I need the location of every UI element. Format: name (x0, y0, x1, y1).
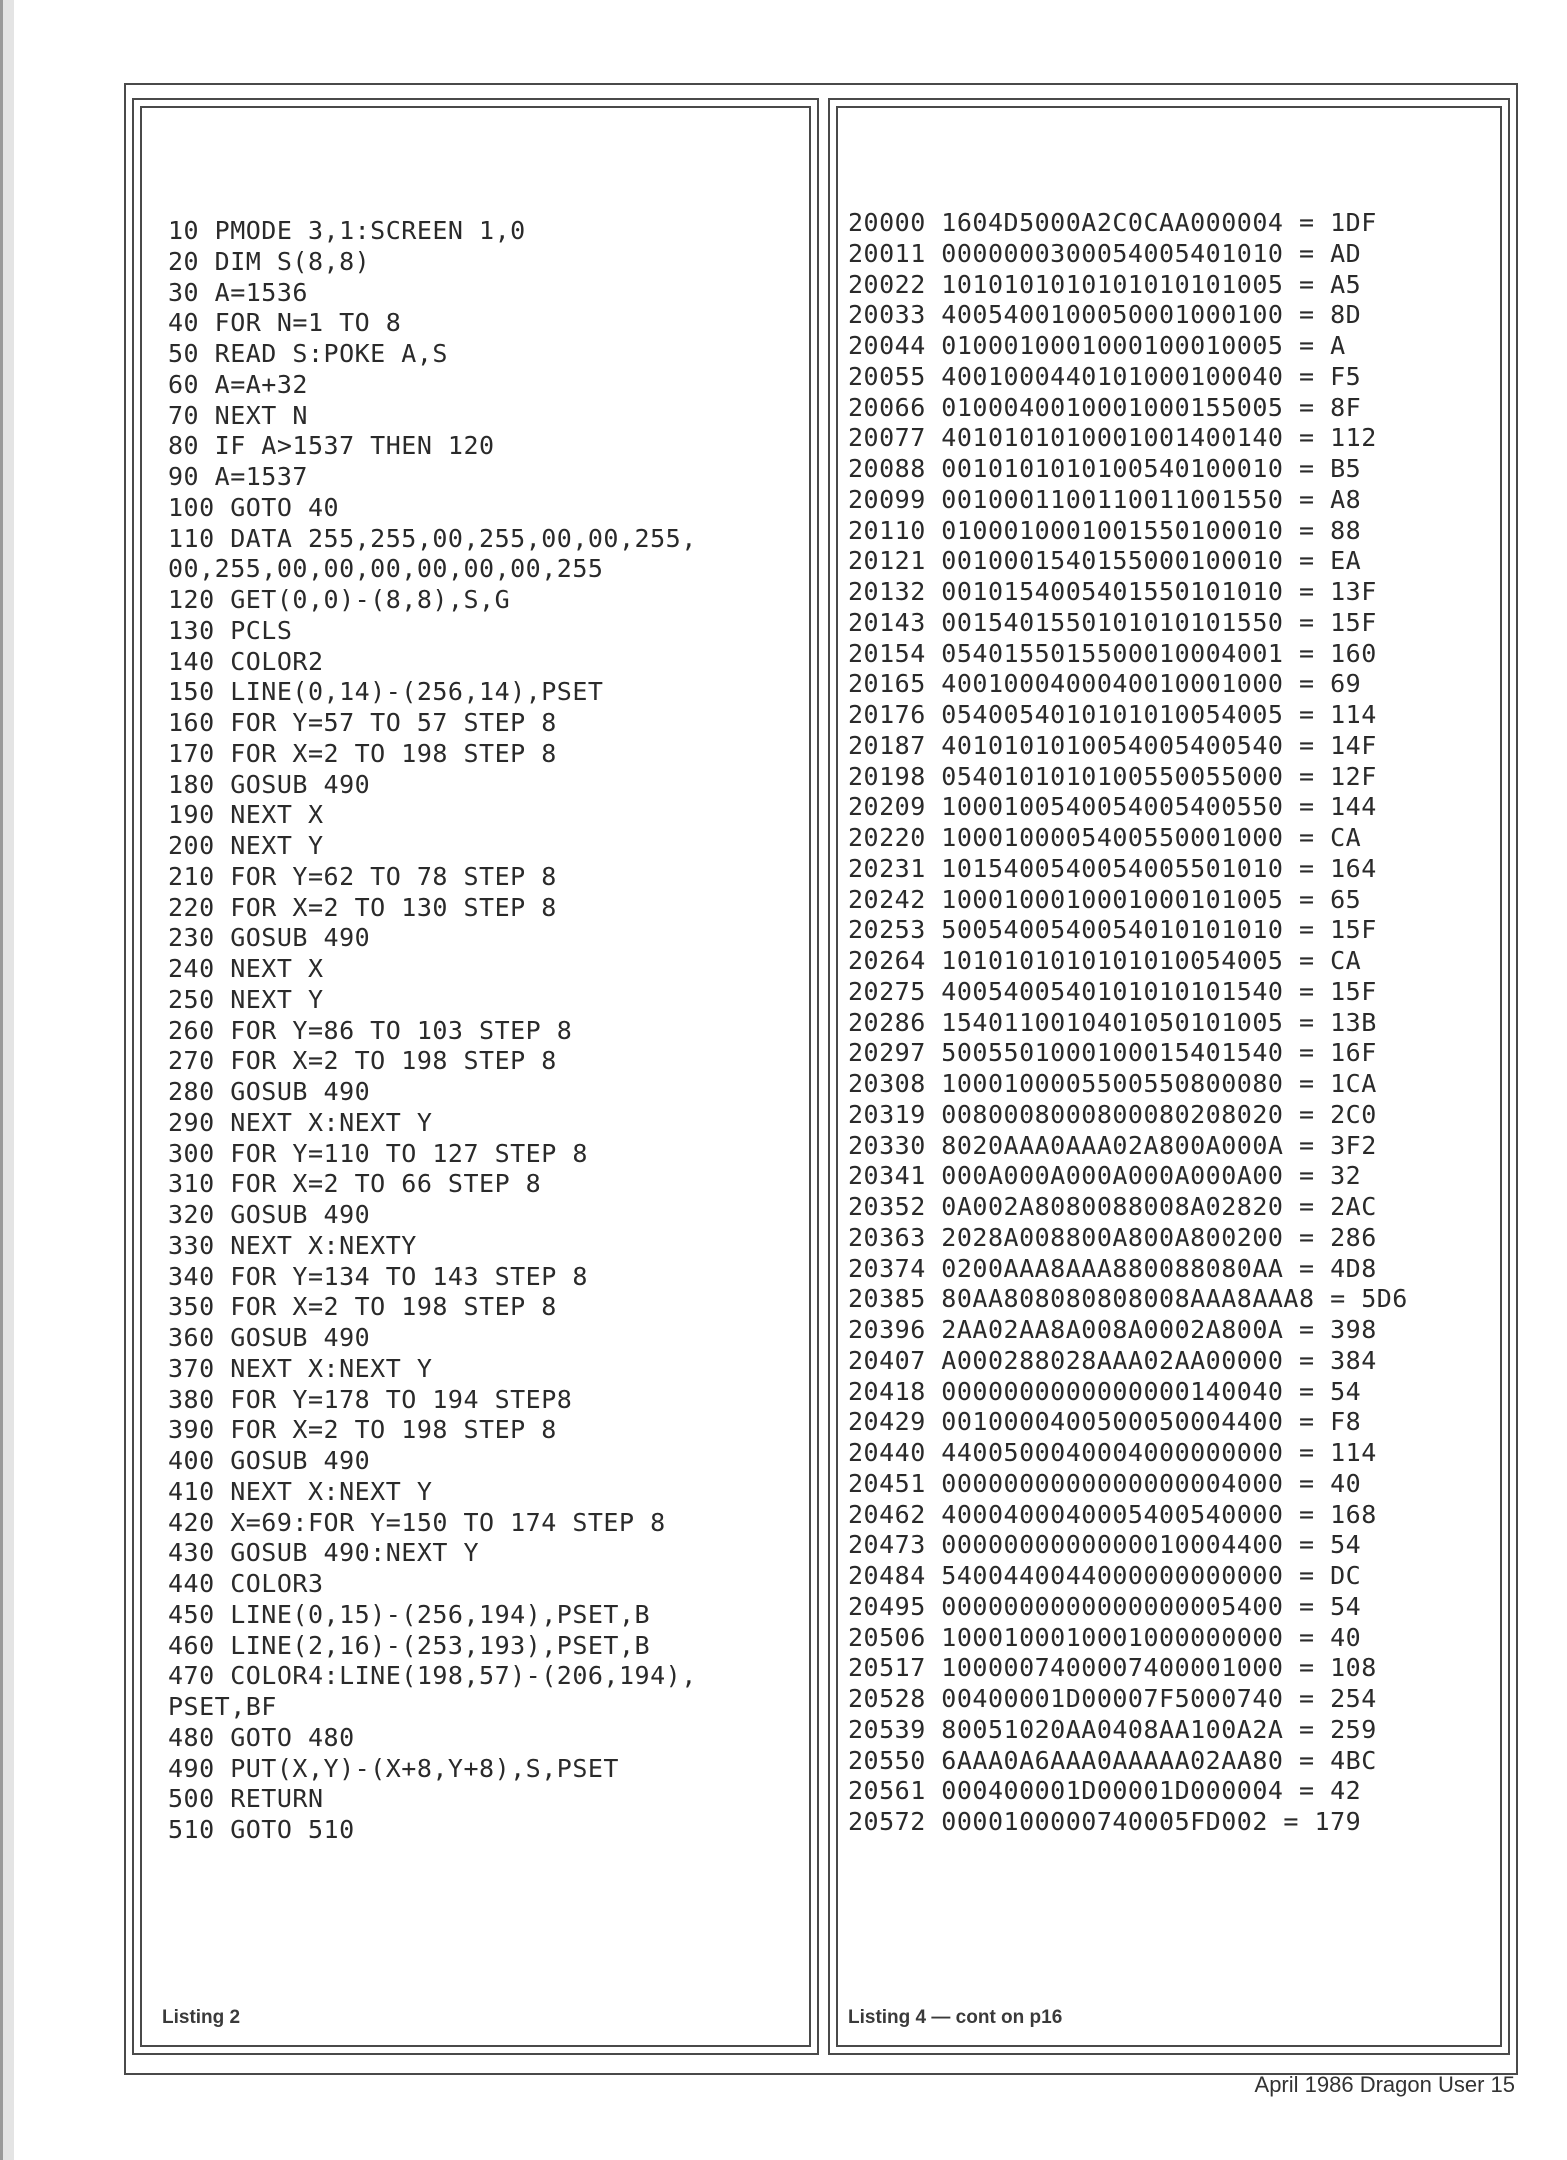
hex-line: 20451 0000000000000000004000 = 40 (848, 1468, 1362, 1498)
hex-line: 20528 00400001D00007F5000740 = 254 (848, 1684, 1377, 1713)
hex-line: 20341 000A000A000A000A000A00 = 32 (848, 1161, 1362, 1191)
hex-line: 20495 0000000000000000005400 = 54 (848, 1591, 1362, 1621)
code-line: 20 DIM S(8,8) (168, 246, 371, 276)
hex-line: 20187 4010101010054005400540 = 14F (848, 730, 1377, 760)
hex-line: 20330 8020AAA0AAA02A800A000A = 3F2 (848, 1130, 1377, 1160)
hex-line: 20242 1000100010001000101005 = 65 (848, 884, 1362, 914)
hex-line: 20022 1010101010101010101005 = A5 (848, 269, 1362, 299)
code-line: 150 LINE(0,14)-(256,14),PSET (168, 677, 604, 707)
hex-line: 20473 0000000000000010004400 = 54 (848, 1530, 1362, 1560)
listing-2-panel (132, 98, 819, 2055)
hex-line: 20286 1540110010401050101005 = 13B (848, 1007, 1377, 1037)
hex-line: 20385 80AA808080808008AAA8AAA8 = 5D6 (848, 1284, 1408, 1314)
code-line: 130 PCLS (168, 615, 293, 645)
page-footer: April 1986 Dragon User 15 (1254, 2072, 1515, 2097)
hex-line: 20297 5005501000100015401540 = 16F (848, 1038, 1377, 1068)
hex-line: 20506 1000100010001000000000 = 40 (848, 1622, 1362, 1652)
code-line: 200 NEXT Y (168, 831, 324, 860)
hex-line: 20539 80051020AA0408AA100A2A = 259 (848, 1714, 1377, 1744)
hex-line: 20055 4001000440101000100040 = F5 (848, 361, 1362, 391)
hex-line: 20429 0010000400500050004400 = F8 (848, 1407, 1362, 1437)
code-line: 230 GOSUB 490 (168, 923, 371, 953)
hex-line: 20484 5400440044000000000000 = DC (848, 1561, 1362, 1590)
code-line: 70 NEXT N (168, 400, 308, 430)
code-line: 310 FOR X=2 TO 66 STEP 8 (168, 1169, 542, 1199)
code-line: 490 PUT(X,Y)-(X+8,Y+8),S,PSET (168, 1753, 619, 1783)
code-line: 220 FOR X=2 TO 130 STEP 8 (168, 892, 557, 922)
hex-line: 20308 1000100005500550800080 = 1CA (848, 1069, 1377, 1098)
listing-2-caption: Listing 2 (162, 2007, 241, 2028)
code-line: 510 GOTO 510 (168, 1815, 355, 1844)
code-line: 180 GOSUB 490 (168, 769, 371, 799)
hex-line: 20000 1604D5000A2C0CAA000004 = 1DF (848, 208, 1377, 237)
code-line: 340 FOR Y=134 TO 143 STEP 8 (168, 1261, 588, 1291)
hex-line: 20253 5005400540054010101010 = 15F (848, 915, 1377, 945)
code-line: 440 COLOR3 (168, 1569, 324, 1598)
code-line: 370 NEXT X:NEXT Y (168, 1353, 433, 1383)
code-line: 290 NEXT X:NEXT Y (168, 1107, 433, 1137)
hex-line: 20044 0100010001000100010005 = A (848, 331, 1346, 360)
hex-line: 20407 A000288028AAA02AA00000 = 384 (848, 1345, 1377, 1375)
hex-line: 20066 0100040010001000155005 = 8F (848, 392, 1362, 422)
code-line: 380 FOR Y=178 TO 194 STEP8 (168, 1384, 573, 1414)
hex-line: 20088 0010101010100540100010 = B5 (848, 454, 1362, 483)
hex-line: 20517 1000007400007400001000 = 108 (848, 1653, 1377, 1683)
hex-line: 20363 2028A008800A800A800200 = 286 (848, 1222, 1377, 1252)
listing-4-inner-border (836, 106, 1502, 2047)
code-line: 270 FOR X=2 TO 198 STEP 8 (168, 1046, 557, 1076)
code-line: 40 FOR N=1 TO 8 (168, 308, 402, 338)
listing-4-caption: Listing 4 — cont on p16 (848, 2007, 1063, 2028)
hex-line: 20220 1000100005400550001000 = CA (848, 823, 1362, 852)
hex-line: 20561 000400001D00001D000004 = 42 (848, 1776, 1362, 1806)
hex-line: 20319 0080008000800080208020 = 2C0 (848, 1099, 1377, 1129)
code-line: 450 LINE(0,15)-(256,194),PSET,B (168, 1599, 651, 1629)
code-line: PSET,BF (168, 1692, 277, 1721)
code-line: 480 GOTO 480 (168, 1722, 355, 1752)
hex-line: 20418 0000000000000000140040 = 54 (848, 1376, 1362, 1406)
code-line: 90 A=1537 (168, 462, 308, 491)
hex-line: 20462 4000400040005400540000 = 168 (848, 1499, 1377, 1529)
hex-line: 20176 0540054010101010054005 = 114 (848, 700, 1377, 729)
code-line: 120 GET(0,0)-(8,8),S,G (168, 585, 511, 614)
hex-line: 20231 1015400540054005501010 = 164 (848, 853, 1377, 883)
code-line: 330 NEXT X:NEXTY (168, 1230, 417, 1260)
code-line: 10 PMODE 3,1:SCREEN 1,0 (168, 216, 526, 245)
listing-2-code (168, 216, 697, 1846)
hex-line: 20396 2AA02AA8A008A0002A800A = 398 (848, 1315, 1377, 1344)
code-line: 260 FOR Y=86 TO 103 STEP 8 (168, 1015, 573, 1045)
code-line: 190 NEXT X (168, 800, 324, 830)
hex-line: 20132 0010154005401550101010 = 13F (848, 577, 1377, 606)
code-line: 320 GOSUB 490 (168, 1200, 371, 1229)
listing-2-inner-border (140, 106, 811, 2047)
hex-line: 20352 0A002A8080088008A02820 = 2AC (848, 1192, 1377, 1221)
hex-line: 20209 1000100540054005400550 = 144 (848, 792, 1377, 822)
hex-line: 20275 4005400540101010101540 = 15F (848, 976, 1377, 1006)
hex-line: 20264 1010101010101010054005 = CA (848, 946, 1362, 975)
code-line: 470 COLOR4:LINE(198,57)-(206,194), (168, 1661, 697, 1691)
hex-line: 20121 0010001540155000100010 = EA (848, 546, 1362, 576)
code-line: 410 NEXT X:NEXT Y (168, 1476, 433, 1506)
code-line: 430 GOSUB 490:NEXT Y (168, 1538, 480, 1568)
hex-line: 20143 0015401550101010101550 = 15F (848, 607, 1377, 637)
code-line: 300 FOR Y=110 TO 127 STEP 8 (168, 1138, 588, 1168)
hex-line: 20033 4005400100050001000100 = 8D (848, 300, 1362, 330)
code-line: 420 X=69:FOR Y=150 TO 174 STEP 8 (168, 1507, 666, 1537)
code-line: 50 READ S:POKE A,S (168, 339, 448, 368)
code-line: 80 IF A>1537 THEN 120 (168, 431, 495, 461)
code-line: 140 COLOR2 (168, 646, 324, 676)
hex-line: 20011 0000000300054005401010 = AD (848, 238, 1362, 268)
hex-line: 20110 0100010001001550100010 = 88 (848, 515, 1362, 545)
code-line: 280 GOSUB 490 (168, 1077, 371, 1106)
hex-line: 20550 6AAA0A6AAA0AAAAA02AA80 = 4BC (848, 1745, 1377, 1775)
hex-line: 20099 0010001100110011001550 = A8 (848, 484, 1362, 514)
code-line: 460 LINE(2,16)-(253,193),PSET,B (168, 1630, 651, 1660)
code-line: 30 A=1536 (168, 277, 308, 307)
code-line: 250 NEXT Y (168, 984, 324, 1014)
code-line: 360 GOSUB 490 (168, 1323, 371, 1352)
hex-line: 20374 0200AAA8AAA880088080AA = 4D8 (848, 1253, 1377, 1283)
hex-line: 20154 0540155015500010004001 = 160 (848, 638, 1377, 668)
code-line: 110 DATA 255,255,00,255,00,00,255, (168, 523, 697, 553)
code-line: 390 FOR X=2 TO 198 STEP 8 (168, 1415, 557, 1445)
hex-line: 20077 4010101010001001400140 = 112 (848, 423, 1377, 453)
hex-line: 20440 4400500040004000000000 = 114 (848, 1438, 1377, 1467)
hex-line: 20572 0000100000740005FD002 = 179 (848, 1807, 1362, 1836)
listing-4-panel (828, 98, 1510, 2055)
code-line: 350 FOR X=2 TO 198 STEP 8 (168, 1292, 557, 1322)
code-line: 500 RETURN (168, 1784, 324, 1814)
code-line: 60 A=A+32 (168, 369, 308, 399)
code-line: 100 GOTO 40 (168, 492, 340, 522)
code-line: 400 GOSUB 490 (168, 1446, 371, 1475)
code-line: 170 FOR X=2 TO 198 STEP 8 (168, 738, 557, 768)
code-line: 240 NEXT X (168, 954, 324, 983)
listing-4-code (848, 208, 1408, 1838)
code-line: 00,255,00,00,00,00,00,00,255 (168, 554, 604, 584)
hex-line: 20165 4001000400040010001000 = 69 (848, 669, 1362, 699)
code-line: 210 FOR Y=62 TO 78 STEP 8 (168, 861, 557, 891)
hex-line: 20198 0540101010100550055000 = 12F (848, 761, 1377, 791)
code-line: 160 FOR Y=57 TO 57 STEP 8 (168, 708, 557, 737)
scan-edge-line (0, 0, 3, 2160)
